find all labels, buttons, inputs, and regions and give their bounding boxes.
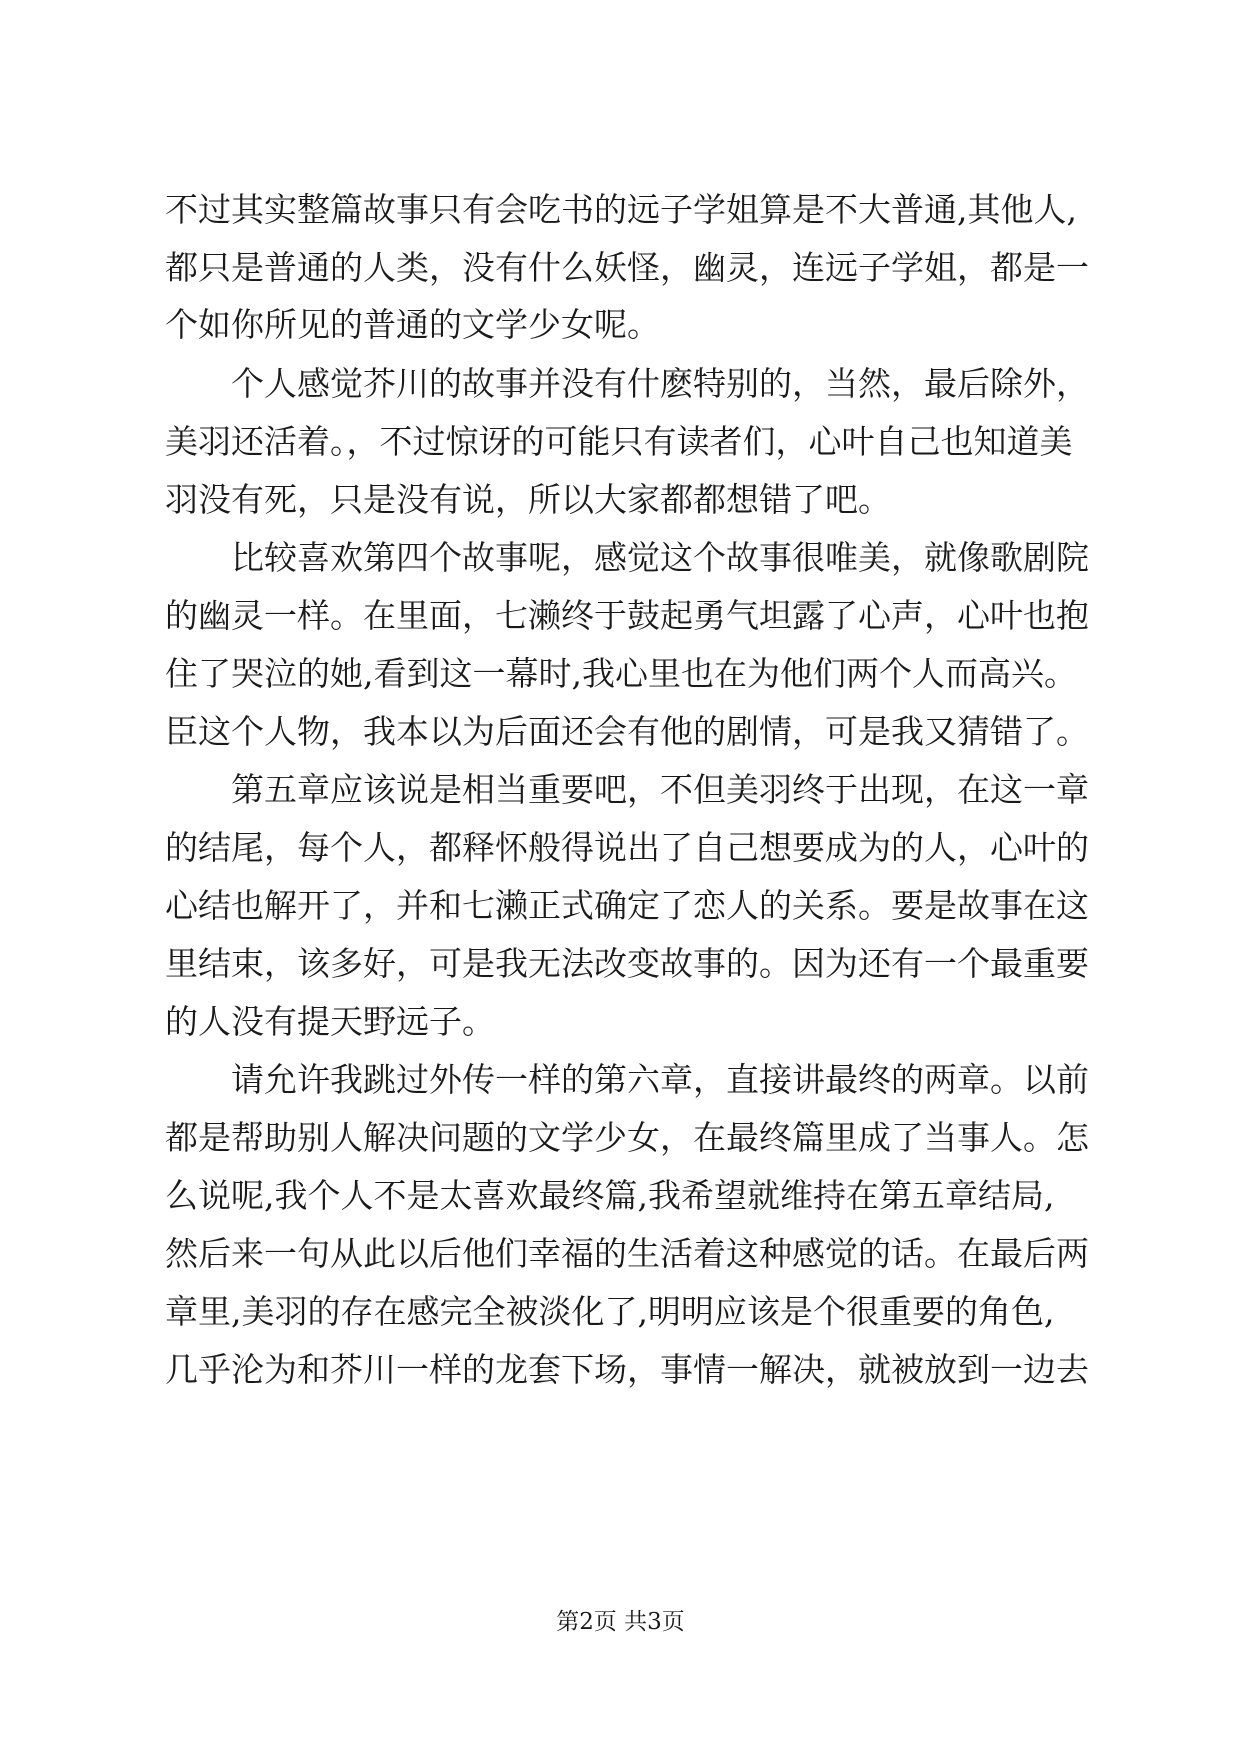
text-line: 都是帮助别人解决问题的文学少女，在最终篇里成了当事人。怎 <box>165 1118 1089 1157</box>
text-line: 住了哭泣的她,看到这一幕时,我心里也在为他们两个人而高兴。 <box>165 654 1077 693</box>
paragraph-start-line: 请允许我跳过外传一样的第六章，直接讲最终的两章。以前 <box>231 1060 1089 1099</box>
page-number-footer: 第2页 共3页 <box>556 1609 685 1635</box>
paragraph-start-line: 个人感觉芥川的故事并没有什麽特别的，当然，最后除外， <box>231 364 1089 403</box>
text-line: 都只是普通的人类，没有什么妖怪，幽灵，连远子学姐，都是一 <box>165 248 1089 287</box>
text-line: 的人没有提天野远子。 <box>165 1002 495 1041</box>
text-line: 里结束，该多好，可是我无法改变故事的。因为还有一个最重要 <box>165 944 1089 983</box>
text-line: 不过其实整篇故事只有会吃书的远子学姐算是不大普通,其他人, <box>165 190 1077 229</box>
paragraph-start-line: 比较喜欢第四个故事呢，感觉这个故事很唯美，就像歌剧院 <box>231 538 1089 577</box>
paragraph-start-line: 第五章应该说是相当重要吧，不但美羽终于出现，在这一章 <box>231 770 1089 809</box>
text-line: 的幽灵一样。在里面，七濑终于鼓起勇气坦露了心声，心叶也抱 <box>165 596 1089 635</box>
text-line: 章里,美羽的存在感完全被淡化了,明明应该是个很重要的角色, <box>165 1292 1055 1331</box>
text-line: 臣这个人物，我本以为后面还会有他的剧情，可是我又猜错了。 <box>165 712 1089 751</box>
text-line: 然后来一句从此以后他们幸福的生活着这种感觉的话。在最后两 <box>165 1234 1089 1273</box>
text-line: 心结也解开了，并和七濑正式确定了恋人的关系。要是故事在这 <box>165 886 1089 925</box>
text-line: 个如你所见的普通的文学少女呢。 <box>165 305 660 344</box>
text-line: 美羽还活着。，不过惊讶的可能只有读者们，心叶自己也知道美 <box>165 422 1073 461</box>
text-line: 羽没有死，只是没有说，所以大家都都想错了吧。 <box>165 480 891 519</box>
text-line: 几乎沦为和芥川一样的龙套下场，事情一解决，就被放到一边去 <box>165 1350 1089 1389</box>
text-line: 么说呢,我个人不是太喜欢最终篇,我希望就维持在第五章结局, <box>165 1176 1055 1215</box>
text-line: 的结尾，每个人，都释怀般得说出了自己想要成为的人，心叶的 <box>165 828 1089 867</box>
